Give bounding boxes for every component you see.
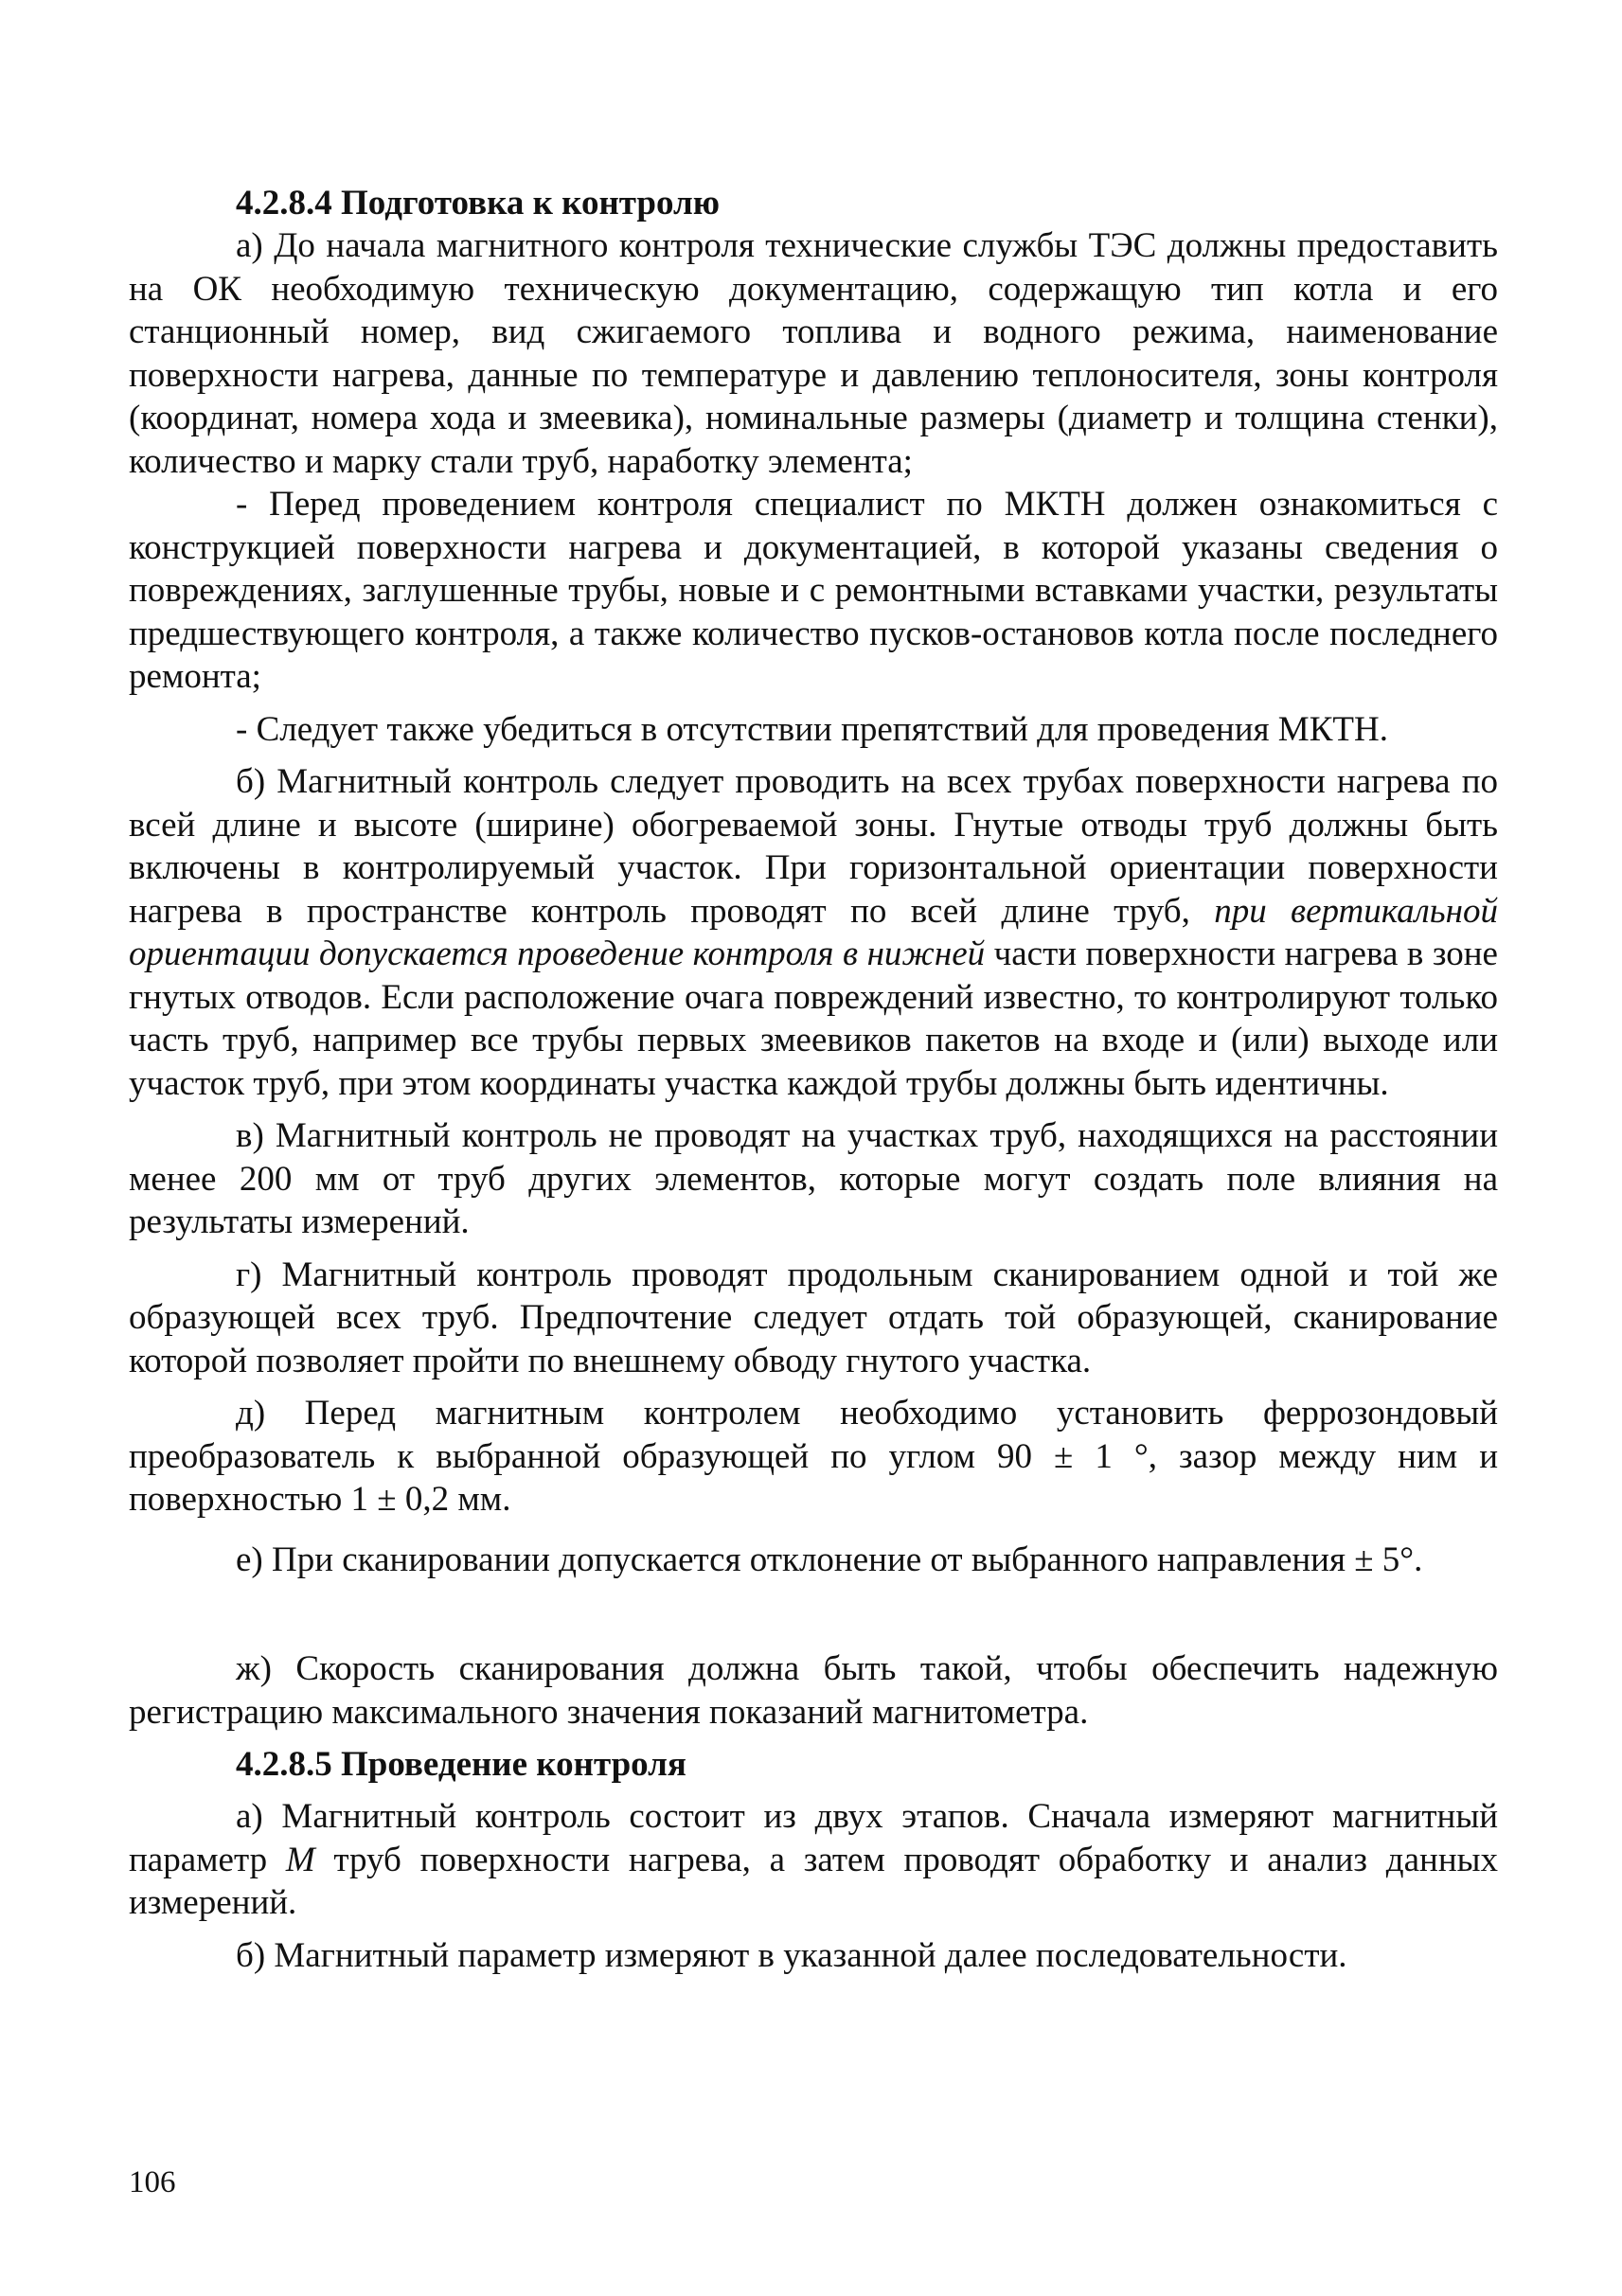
paragraph-d-transducer: д) Перед магнитным контролем необходимо установить феррозондовый преобразователь к выбранной образующей по углом 90 ± 1 °, зазор между ним и поверхностью 1 ± 0,2 мм. [129,1394,1498,1519]
paragraph-g-scanning: г) Магнитный контроль проводят продольным сканированием одной и той же образующей всех труб. Предпочтение следует отдать той образующей, сканирование которой позволяет пройти по внешнему обводу гнутого участка. [129,1255,1498,1380]
paragraph-b-scope [129,760,1498,1105]
paragraph-a-stages [129,1795,1498,1925]
paragraph-v-exclusion: в) Магнитный контроль не проводят на участках труб, находящихся на расстоянии менее 200 мм от труб других элементов, которые могут создать поле влияния на результаты измерений. [129,1116,1498,1241]
paragraph-dash-obstacles: - Следует также убедиться в отсутствии препятствий для проведения МКТН. [236,709,1388,749]
page-number: 106 [129,2165,176,2199]
document-page [129,182,1498,1977]
paragraph-b-sequence: б) Магнитный параметр измеряют в указанной далее последовательности. [236,1935,1347,1975]
paragraph-a-preparation: а) До начала магнитного контроля технические службы ТЭС должны предоставить на ОК необходимую техническую документацию, содержащую тип котла и его станционный номер, вид сжигаемого топлива и водного режима, наименование поверхности нагрева, данные по температуре и давлению теплоносителя, зоны контроля (координат, номера хода и змеевика), номинальные размеры (диаметр и толщина стенки), количество и марку стали труб, наработку элемента; [129,226,1498,481]
paragraph-b-italic-text: при вертикальной ориентации допускается проведение контроля в нижней [129,891,1498,973]
paragraph-b-text-2: части поверхности нагрева в зоне гнутых отводов. Если расположение очага повреждений известно, то контролируют только часть труб, например все трубы первых змеевиков пакетов на входе и (или) выходе или участок труб, при этом координаты участка каждой трубы должны быть идентичны. [129,934,1498,1103]
paragraph-b-text-1: б) Магнитный контроль следует проводить на всех трубах поверхности нагрева по всей длине и высоте (ширине) обогреваемой зоны. Гнутые отводы труб должны быть включены в контролируемый участок. При горизонтальной ориентации поверхности нагрева в пространстве контроль проводят по всей длине труб, [129,762,1498,931]
paragraph-a-text-2: труб поверхности нагрева, а затем проводят обработку и анализ данных измерений. [129,1840,1498,1922]
section-heading-4285: 4.2.8.5 Проведение контроля [236,1745,686,1784]
paragraph-a-text-1: а) Магнитный контроль состоит из двух этапов. Сначала измеряют магнитный параметр [129,1797,1498,1879]
paragraph-zh-speed: ж) Скорость сканирования должна быть такой, чтобы обеспечить надежную регистрацию максимального значения показаний магнитометра. [129,1649,1498,1732]
paragraph-e-deviation: е) При сканировании допускается отклонение от выбранного направления ± 5°. [236,1540,1423,1579]
magnetic-parameter-symbol: М [285,1840,315,1879]
paragraph-dash-specialist: - Перед проведением контроля специалист по МКТН должен ознакомиться с конструкцией поверхности нагрева и документацией, в которой указаны сведения о повреждениях, заглушенные трубы, новые и с ремонтными вставками участки, результаты предшествующего контроля, а также количество пусков-остановов котла после последнего ремонта; [129,485,1498,696]
section-heading-4284: 4.2.8.4 Подготовка к контролю [236,184,721,222]
